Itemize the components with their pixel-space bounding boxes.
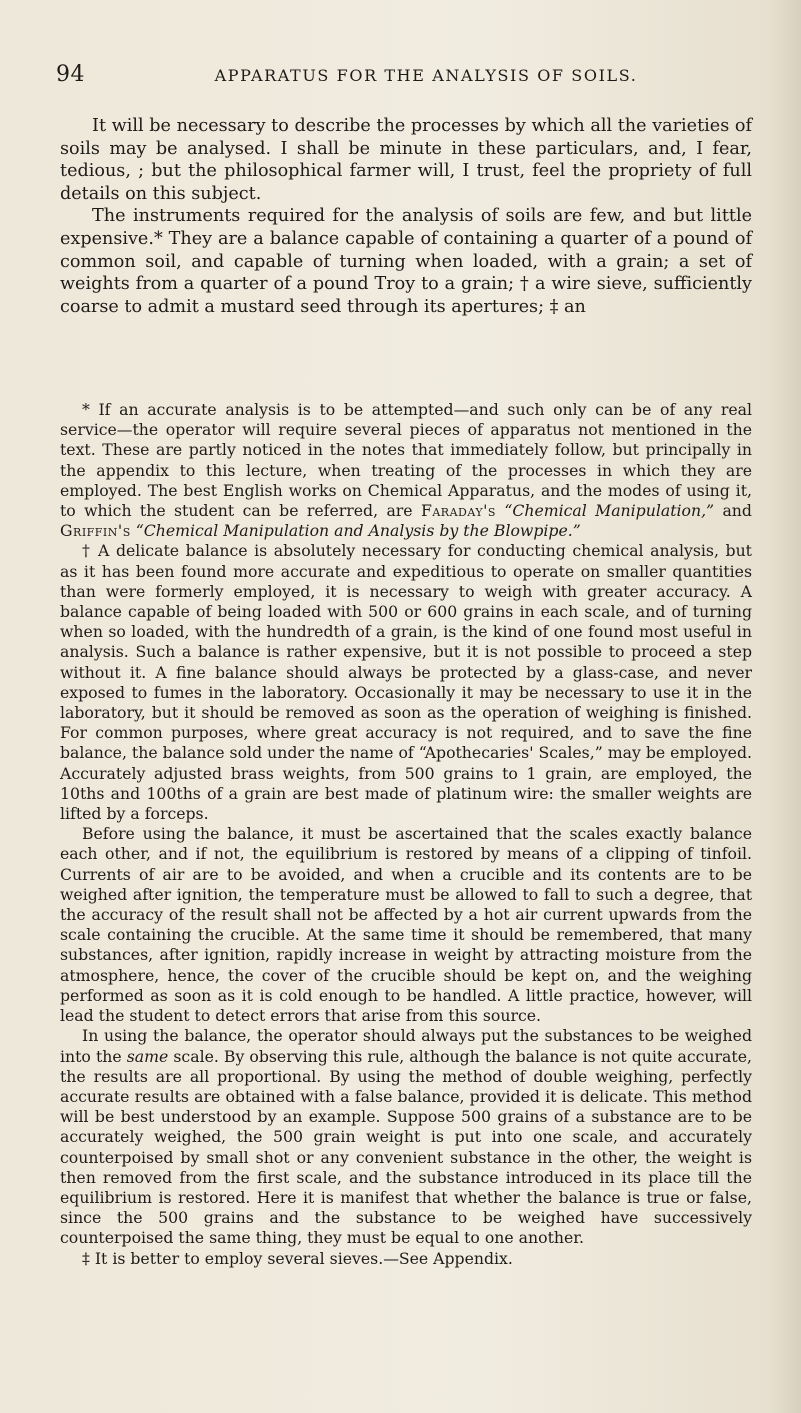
footnote-1-and: and xyxy=(722,501,752,521)
emphasis-same: same xyxy=(126,1046,169,1066)
author-griffin: Griffin's xyxy=(60,521,131,541)
author-faraday: Faraday's xyxy=(420,501,496,521)
footnote-2c-part-1: In using the balance, the operator should always put the substances to be weighed into the xyxy=(60,1026,752,1066)
body-paragraph-2: The instruments required for the analysis of soils are few, and but little expensive.* They are a balance capable of containing a quarter of a pound of common soil, and capable of turning when loaded, with a grain; a set of weights from a quarter of a pound Troy to a grain; † a wire sieve, sufficiently coarse to admit a mustard seed through its apertures; ‡ an xyxy=(60,206,752,317)
footnotes xyxy=(60,400,752,1269)
book-title-chemical-manipulation: “Chemical Manipulation,” xyxy=(504,501,715,521)
page-header xyxy=(56,62,756,92)
footnote-2c-part-2: scale. By observing this rule, although the balance is not quite accurate, the results are all proportional. By using the method of double weighing, perfectly accurate results are obtained with a false balance, provided it is delicate. This method will be best understood by an example. Suppose 500 grains of a substance are to be accurately weighed, the 500 grain weight is put into one scale, and accurately counterpoised by small shot or any convenient substance in the other, the weight is then removed from the first scale, and the substance introduced in its place till the equilibrium is restored. Here it is manifest that whether the balance is true or false, since the 500 grains and the substance to be weighed have successively counterpoised the same thing, they must be equal to one another. xyxy=(60,1046,752,1248)
page-number: 94 xyxy=(56,62,85,87)
running-head: APPARATUS FOR THE ANALYSIS OF SOILS. xyxy=(214,66,638,85)
book-title-blowpipe: “Chemical Manipulation and Analysis by the Blowpipe.” xyxy=(135,521,581,541)
footnote-3: ‡ It is better to employ several sieves.—See Appendix. xyxy=(82,1248,513,1268)
footnote-2-continued: Before using the balance, it must be ascertained that the scales exactly balance each other, and if not, the equilibrium is restored by means of a clipping of tinfoil. Currents of air are to be avoided, and when a crucible and its contents are to be weighed after ignition, the temperature must be allowed to fall to such a degree, that the accuracy of the result shall not be affected by a hot air current upwards from the scale containing the crucible. At the same time it should be remembered, that many substances, after ignition, rapidly increase in weight by attracting moisture from the atmosphere, hence, the cover of the crucible should be kept on, and the weighing performed as soon as it is cold enough to be handled. A little practice, however, will lead the student to detect errors that arise from this source. xyxy=(60,824,752,1026)
main-text xyxy=(60,115,752,318)
footnote-2-double-weighing xyxy=(60,1026,752,1248)
footnote-1 xyxy=(60,400,752,541)
footnote-1-text: * If an accurate analysis is to be attempted—and such only can be of any real service—the operator will require several pieces of apparatus not mentioned in the text. These are partly noticed in the notes that immediately follow, but principally in the appendix to this lecture, when treating of the processes in which they are employed. The best English works on Chemical Apparatus, and the modes of using it, to which the student can be referred, are xyxy=(60,400,752,521)
body-paragraph-1: It will be necessary to describe the processes by which all the varieties of soils may be analysed. I shall be minute in these particulars, and, I fear, tedious, ; but the philosophical farmer will, I trust, feel the propriety of full details on this subject. xyxy=(60,116,752,204)
footnote-2: † A delicate balance is absolutely necessary for conducting chemical analysis, but as it has been found more accurate and expeditious to operate on smaller quantities than were formerly employed, it is necessary to weigh with greater accuracy. A balance capable of being loaded with 500 or 600 grains in each scale, and of turning when so loaded, with the hundredth of a grain, is the kind of one found most useful in analysis. Such a balance is rather expensive, but it is not possible to proceed a step without it. A fine balance should always be protected by a glass-case, and never exposed to fumes in the laboratory. Occasionally it may be necessary to use it in the laboratory, but it should be removed as soon as the operation of weighing is finished. For common purposes, where great accuracy is not required, and to save the fine balance, the balance sold under the name of “Apothecaries' Scales,” may be employed. Accurately adjusted brass weights, from 500 grains to 1 grain, are employed, the 10ths and 100ths of a grain are best made of platinum wire: the smaller weights are lifted by a forceps. xyxy=(60,541,752,824)
